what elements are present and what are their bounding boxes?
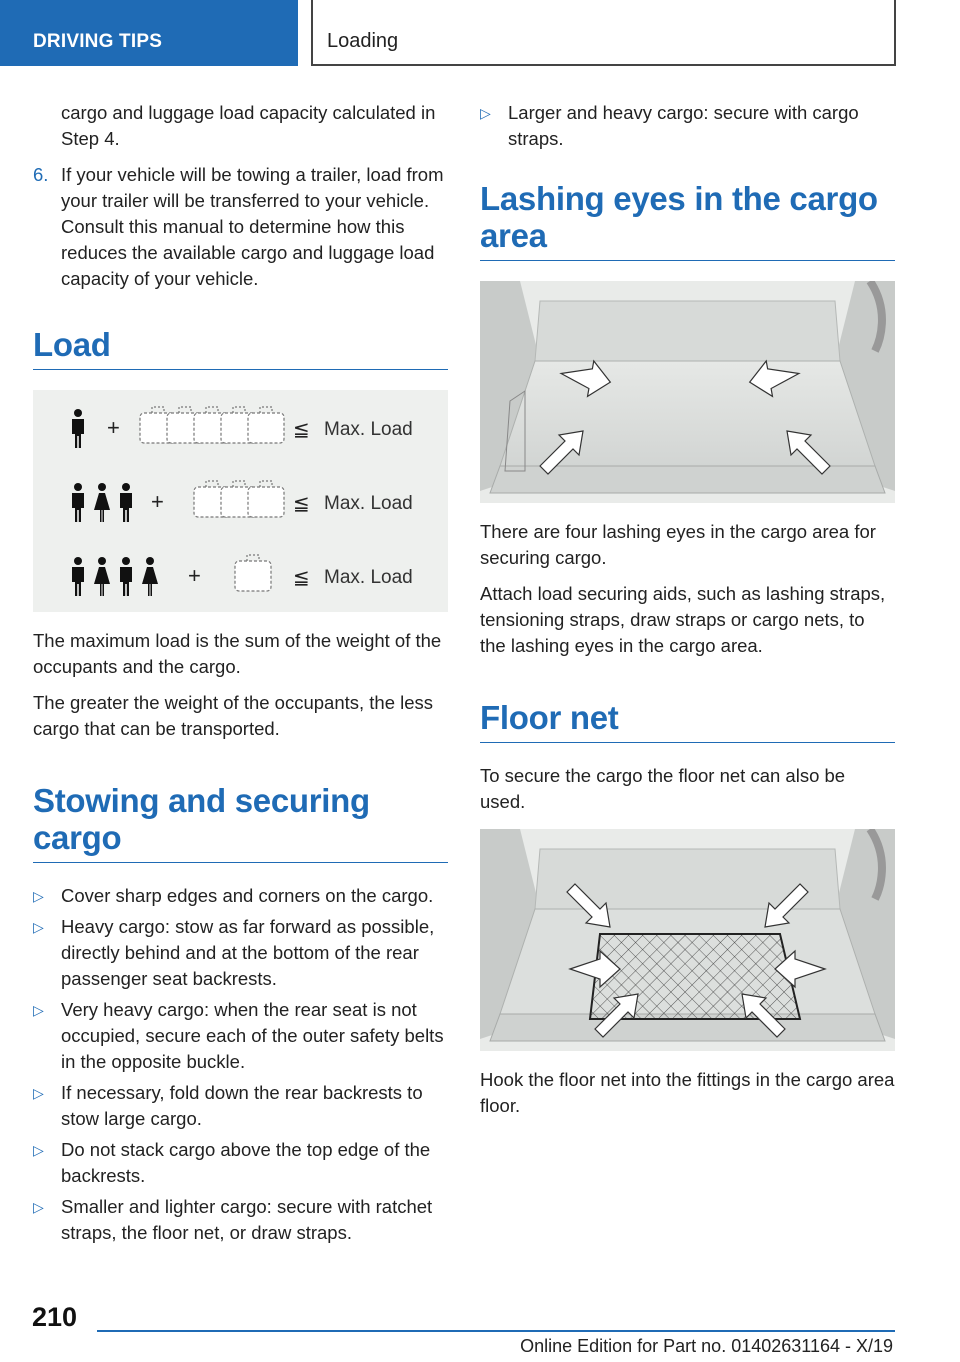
- max-load-label: Max. Load: [324, 567, 413, 588]
- step5-continuation: cargo and luggage load capacity calculated in Step 4.: [61, 102, 436, 149]
- triangle-bullet-icon: ▷: [33, 919, 44, 935]
- list-item: ▷ Smaller and lighter cargo: secure with ratchet straps, the floor net, or draw straps.: [33, 1196, 433, 1243]
- floor-net-paragraph-2: Hook the floor net into the fittings in the cargo area floor.: [480, 1069, 895, 1116]
- lashing-paragraph-2: Attach load securing aids, such as lashing straps, tensioning straps, draw straps or cargo nets, to the lashing eyes in the cargo area.: [480, 583, 886, 656]
- list-item: ▷ Heavy cargo: stow as far forward as possible, directly behind and at the bottom of the rear passenger seat backrests.: [33, 916, 435, 989]
- leq-sign: ≦: [293, 565, 310, 589]
- floor-net-paragraph-1: To secure the cargo the floor net can also be used.: [480, 765, 846, 812]
- left-column: [33, 100, 448, 1251]
- step-text: If your vehicle will be towing a trailer, load from your trailer will be transferred to your vehicle. Consult this manual to determine how this reduces the available cargo and luggage load capacity of your vehicle.: [61, 164, 444, 289]
- load-figure: [33, 390, 448, 612]
- max-load-label: Max. Load: [324, 493, 413, 514]
- max-load-label: Max. Load: [324, 419, 413, 440]
- plus-sign: +: [151, 489, 164, 514]
- footer-rule: [97, 1330, 895, 1332]
- stowing-heading: Stowing and securing cargo: [33, 782, 448, 863]
- chapter-tab: [311, 0, 896, 66]
- list-item: ▷ If necessary, fold down the rear backrests to stow large cargo.: [33, 1082, 423, 1129]
- triangle-bullet-icon: ▷: [480, 105, 491, 121]
- load-heading: Load: [33, 326, 448, 370]
- section-title: DRIVING TIPS: [33, 31, 163, 52]
- triangle-bullet-icon: ▷: [33, 888, 44, 904]
- list-item: ▷ Larger and heavy cargo: secure with cargo straps.: [480, 102, 859, 149]
- list-item: ▷ Cover sharp edges and corners on the cargo.: [33, 883, 448, 909]
- triangle-bullet-icon: ▷: [33, 1085, 44, 1101]
- leq-sign: ≦: [293, 491, 310, 515]
- lashing-paragraph-1: There are four lashing eyes in the cargo area for securing cargo.: [480, 521, 876, 568]
- section-tab: [0, 0, 298, 66]
- floor-net-figure: [480, 829, 895, 1051]
- lashing-eyes-figure: [480, 281, 895, 503]
- floor-net-heading: Floor net: [480, 699, 895, 743]
- list-item: ▷ Very heavy cargo: when the rear seat is not occupied, secure each of the outer safety belts in the opposite buckle.: [33, 999, 444, 1072]
- step-number: 6.: [33, 164, 49, 185]
- lashing-heading: Lashing eyes in the cargo area: [480, 180, 895, 261]
- list-item: ▷ Do not stack cargo above the top edge of the backrests.: [33, 1139, 431, 1186]
- plus-sign: +: [107, 415, 120, 440]
- plus-sign: +: [188, 563, 201, 588]
- right-column: [480, 100, 895, 1129]
- triangle-bullet-icon: ▷: [33, 1002, 44, 1018]
- leq-sign: ≦: [293, 417, 310, 441]
- stowing-list-continued: [480, 100, 895, 152]
- step-6: [33, 162, 448, 292]
- page-number: 210: [32, 1302, 78, 1332]
- stowing-list: [33, 883, 448, 1246]
- load-paragraph-1: The maximum load is the sum of the weight of the occupants and the cargo.: [33, 630, 442, 677]
- edition-note: Online Edition for Part no. 01402631164 - X/19: [520, 1336, 893, 1356]
- chapter-title: Loading: [327, 30, 399, 52]
- triangle-bullet-icon: ▷: [33, 1199, 44, 1215]
- triangle-bullet-icon: ▷: [33, 1142, 44, 1158]
- load-paragraph-2: The greater the weight of the occupants, the less cargo that can be transported.: [33, 692, 434, 739]
